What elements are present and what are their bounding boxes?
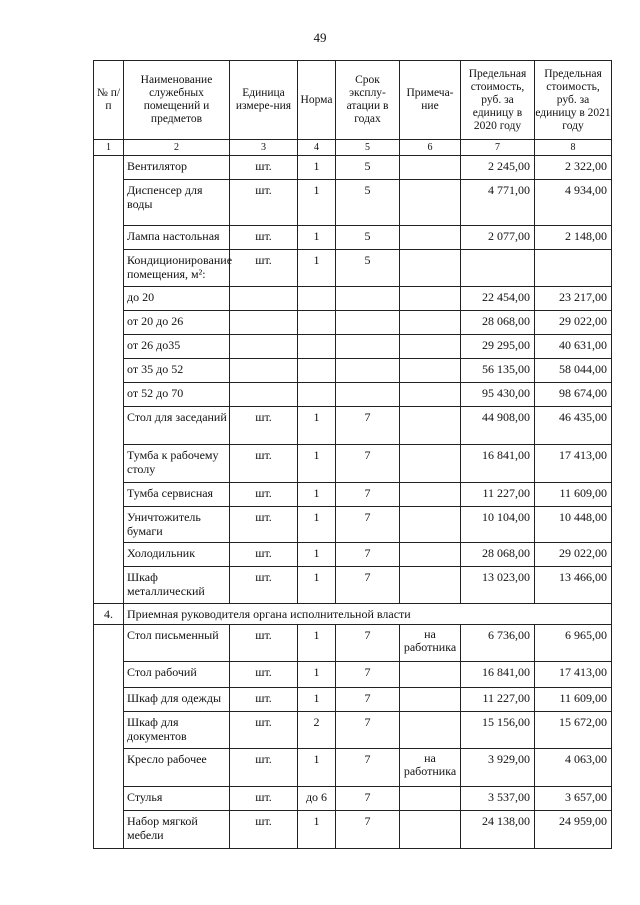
price-2020-cell: 3 537,00 <box>461 787 535 811</box>
price-2021-cell: 10 448,00 <box>535 507 612 543</box>
column-number: 8 <box>535 140 612 156</box>
price-2021-cell: 11 609,00 <box>535 483 612 507</box>
price-2020-cell: 16 841,00 <box>461 445 535 483</box>
price-2021-cell: 4 934,00 <box>535 180 612 226</box>
service-term-cell: 7 <box>336 712 400 749</box>
note-cell <box>400 226 461 250</box>
table-row <box>94 749 612 787</box>
price-2021-cell: 17 413,00 <box>535 445 612 483</box>
table-row <box>94 335 612 359</box>
unit-cell: шт. <box>230 507 298 543</box>
price-2021-cell: 29 022,00 <box>535 311 612 335</box>
header-row <box>94 61 612 140</box>
note-cell <box>400 383 461 407</box>
table-row <box>94 407 612 445</box>
item-name-cell: до 20 <box>124 287 230 311</box>
item-name-cell: от 35 до 52 <box>124 359 230 383</box>
price-2020-cell: 6 736,00 <box>461 625 535 662</box>
unit-cell: шт. <box>230 567 298 604</box>
column-number: 4 <box>298 140 336 156</box>
price-2020-cell: 29 295,00 <box>461 335 535 359</box>
price-2020-cell: 4 771,00 <box>461 180 535 226</box>
price-2020-cell: 11 227,00 <box>461 483 535 507</box>
note-cell <box>400 311 461 335</box>
price-2020-cell: 11 227,00 <box>461 688 535 712</box>
service-term-cell: 7 <box>336 483 400 507</box>
service-term-cell: 7 <box>336 407 400 445</box>
unit-cell: шт. <box>230 445 298 483</box>
price-2020-cell: 22 454,00 <box>461 287 535 311</box>
header-cell: Предельная стоимость, руб. за единицу в 2020 году <box>461 61 535 140</box>
furniture-norms-table <box>93 60 612 849</box>
service-term-cell <box>336 383 400 407</box>
price-2020-cell: 28 068,00 <box>461 543 535 567</box>
price-2020-cell: 44 908,00 <box>461 407 535 445</box>
norm-cell: 1 <box>298 688 336 712</box>
column-number: 6 <box>400 140 461 156</box>
service-term-cell: 7 <box>336 567 400 604</box>
price-2021-cell: 17 413,00 <box>535 662 612 688</box>
column-number-row <box>94 140 612 156</box>
service-term-cell <box>336 335 400 359</box>
note-cell <box>400 567 461 604</box>
service-term-cell <box>336 359 400 383</box>
unit-cell: шт. <box>230 625 298 662</box>
service-term-cell: 7 <box>336 749 400 787</box>
unit-cell: шт. <box>230 662 298 688</box>
table-row <box>94 507 612 543</box>
item-name-cell: Вентилятор <box>124 156 230 180</box>
item-name-cell: Шкаф для документов <box>124 712 230 749</box>
table-row <box>94 787 612 811</box>
price-2021-cell: 58 044,00 <box>535 359 612 383</box>
service-term-cell: 5 <box>336 226 400 250</box>
unit-cell: шт. <box>230 688 298 712</box>
price-2020-cell: 13 023,00 <box>461 567 535 604</box>
unit-cell <box>230 287 298 311</box>
table-row <box>94 156 612 180</box>
item-name-cell: от 52 до 70 <box>124 383 230 407</box>
column-number: 5 <box>336 140 400 156</box>
item-name-cell: Кондиционирование помещения, м²: <box>124 250 230 287</box>
note-cell <box>400 662 461 688</box>
unit-cell: шт. <box>230 407 298 445</box>
header-cell: Предельная стоимость, руб. за единицу в 2021 году <box>535 61 612 140</box>
note-cell <box>400 712 461 749</box>
norm-cell <box>298 359 336 383</box>
unit-cell: шт. <box>230 226 298 250</box>
price-2020-cell: 16 841,00 <box>461 662 535 688</box>
item-name-cell: Тумба сервисная <box>124 483 230 507</box>
norm-cell: 1 <box>298 156 336 180</box>
header-cell: Единица измере-ния <box>230 61 298 140</box>
row-number-cell <box>94 625 124 849</box>
table-row <box>94 688 612 712</box>
table-row <box>94 180 612 226</box>
item-name-cell: Стулья <box>124 787 230 811</box>
column-number: 7 <box>461 140 535 156</box>
price-2021-cell: 6 965,00 <box>535 625 612 662</box>
unit-cell <box>230 359 298 383</box>
unit-cell: шт. <box>230 787 298 811</box>
norm-cell: 1 <box>298 226 336 250</box>
note-cell <box>400 445 461 483</box>
service-term-cell: 5 <box>336 250 400 287</box>
item-name-cell: Стол рабочий <box>124 662 230 688</box>
unit-cell <box>230 383 298 407</box>
price-2020-cell <box>461 250 535 287</box>
price-2020-cell: 2 077,00 <box>461 226 535 250</box>
service-term-cell: 7 <box>336 507 400 543</box>
norm-cell: 1 <box>298 811 336 849</box>
norm-cell: 1 <box>298 180 336 226</box>
norm-cell: 1 <box>298 662 336 688</box>
norm-cell: до 6 <box>298 787 336 811</box>
table-row <box>94 250 612 287</box>
note-cell <box>400 180 461 226</box>
price-2021-cell: 46 435,00 <box>535 407 612 445</box>
price-2021-cell: 29 022,00 <box>535 543 612 567</box>
norm-cell: 1 <box>298 507 336 543</box>
unit-cell: шт. <box>230 156 298 180</box>
item-name-cell: Шкаф металлический <box>124 567 230 604</box>
header-cell: Наименование служебных помещений и предметов <box>124 61 230 140</box>
norm-cell <box>298 335 336 359</box>
service-term-cell: 7 <box>336 625 400 662</box>
unit-cell <box>230 311 298 335</box>
section-title: Приемная руководителя органа исполнительной власти <box>124 604 612 625</box>
norm-cell <box>298 287 336 311</box>
table-row <box>94 811 612 849</box>
row-number-cell <box>94 156 124 604</box>
norm-cell: 1 <box>298 567 336 604</box>
price-2021-cell: 2 148,00 <box>535 226 612 250</box>
norm-cell: 1 <box>298 749 336 787</box>
header-cell: Норма <box>298 61 336 140</box>
price-2021-cell: 13 466,00 <box>535 567 612 604</box>
service-term-cell: 7 <box>336 662 400 688</box>
note-cell <box>400 335 461 359</box>
unit-cell <box>230 335 298 359</box>
note-cell <box>400 543 461 567</box>
price-2020-cell: 28 068,00 <box>461 311 535 335</box>
table-row <box>94 445 612 483</box>
item-name-cell: Тумба к рабочему столу <box>124 445 230 483</box>
price-2021-cell: 23 217,00 <box>535 287 612 311</box>
table-row <box>94 712 612 749</box>
header-cell: Срок эксплу-атации в годах <box>336 61 400 140</box>
unit-cell: шт. <box>230 180 298 226</box>
norm-cell: 1 <box>298 543 336 567</box>
price-2020-cell: 95 430,00 <box>461 383 535 407</box>
service-term-cell: 7 <box>336 811 400 849</box>
header-cell: № п/п <box>94 61 124 140</box>
item-name-cell: от 20 до 26 <box>124 311 230 335</box>
table-row <box>94 359 612 383</box>
price-2021-cell: 4 063,00 <box>535 749 612 787</box>
norm-cell <box>298 383 336 407</box>
section-row <box>94 604 612 625</box>
note-cell: на работника <box>400 749 461 787</box>
service-term-cell <box>336 287 400 311</box>
service-term-cell <box>336 311 400 335</box>
norm-cell: 1 <box>298 445 336 483</box>
table-row <box>94 625 612 662</box>
header-cell: Примеча-ние <box>400 61 461 140</box>
norm-cell: 1 <box>298 250 336 287</box>
table-row <box>94 543 612 567</box>
unit-cell: шт. <box>230 483 298 507</box>
price-2021-cell: 3 657,00 <box>535 787 612 811</box>
service-term-cell: 7 <box>336 787 400 811</box>
unit-cell: шт. <box>230 712 298 749</box>
table-row <box>94 287 612 311</box>
unit-cell: шт. <box>230 811 298 849</box>
note-cell <box>400 787 461 811</box>
price-2021-cell: 40 631,00 <box>535 335 612 359</box>
item-name-cell: Стол письменный <box>124 625 230 662</box>
item-name-cell: Набор мягкой мебели <box>124 811 230 849</box>
price-2020-cell: 15 156,00 <box>461 712 535 749</box>
item-name-cell: Шкаф для одежды <box>124 688 230 712</box>
table-row <box>94 226 612 250</box>
note-cell <box>400 811 461 849</box>
item-name-cell: Кресло рабочее <box>124 749 230 787</box>
price-2020-cell: 24 138,00 <box>461 811 535 849</box>
column-number: 3 <box>230 140 298 156</box>
price-2021-cell <box>535 250 612 287</box>
note-cell <box>400 407 461 445</box>
service-term-cell: 5 <box>336 156 400 180</box>
price-2020-cell: 10 104,00 <box>461 507 535 543</box>
price-2021-cell: 98 674,00 <box>535 383 612 407</box>
price-2021-cell: 11 609,00 <box>535 688 612 712</box>
service-term-cell: 5 <box>336 180 400 226</box>
table-row <box>94 311 612 335</box>
price-2020-cell: 3 929,00 <box>461 749 535 787</box>
price-2020-cell: 56 135,00 <box>461 359 535 383</box>
table-row <box>94 483 612 507</box>
norm-cell: 1 <box>298 625 336 662</box>
norm-cell: 2 <box>298 712 336 749</box>
table-row <box>94 383 612 407</box>
item-name-cell: Холодильник <box>124 543 230 567</box>
item-name-cell: Диспенсер для воды <box>124 180 230 226</box>
table-row <box>94 567 612 604</box>
price-2020-cell: 2 245,00 <box>461 156 535 180</box>
service-term-cell: 7 <box>336 543 400 567</box>
norm-cell: 1 <box>298 483 336 507</box>
note-cell <box>400 359 461 383</box>
item-name-cell: Лампа настольная <box>124 226 230 250</box>
service-term-cell: 7 <box>336 688 400 712</box>
service-term-cell: 7 <box>336 445 400 483</box>
column-number: 1 <box>94 140 124 156</box>
unit-cell: шт. <box>230 250 298 287</box>
note-cell <box>400 250 461 287</box>
item-name-cell: Уничтожитель бумаги <box>124 507 230 543</box>
column-number: 2 <box>124 140 230 156</box>
norm-cell <box>298 311 336 335</box>
item-name-cell: от 26 до35 <box>124 335 230 359</box>
note-cell: на работника <box>400 625 461 662</box>
price-2021-cell: 15 672,00 <box>535 712 612 749</box>
note-cell <box>400 688 461 712</box>
table-row <box>94 662 612 688</box>
note-cell <box>400 483 461 507</box>
unit-cell: шт. <box>230 543 298 567</box>
section-number: 4. <box>94 604 124 625</box>
page-number: 49 <box>313 30 327 45</box>
note-cell <box>400 507 461 543</box>
price-2021-cell: 24 959,00 <box>535 811 612 849</box>
unit-cell: шт. <box>230 749 298 787</box>
note-cell <box>400 287 461 311</box>
norm-cell: 1 <box>298 407 336 445</box>
price-2021-cell: 2 322,00 <box>535 156 612 180</box>
note-cell <box>400 156 461 180</box>
item-name-cell: Стол для заседаний <box>124 407 230 445</box>
